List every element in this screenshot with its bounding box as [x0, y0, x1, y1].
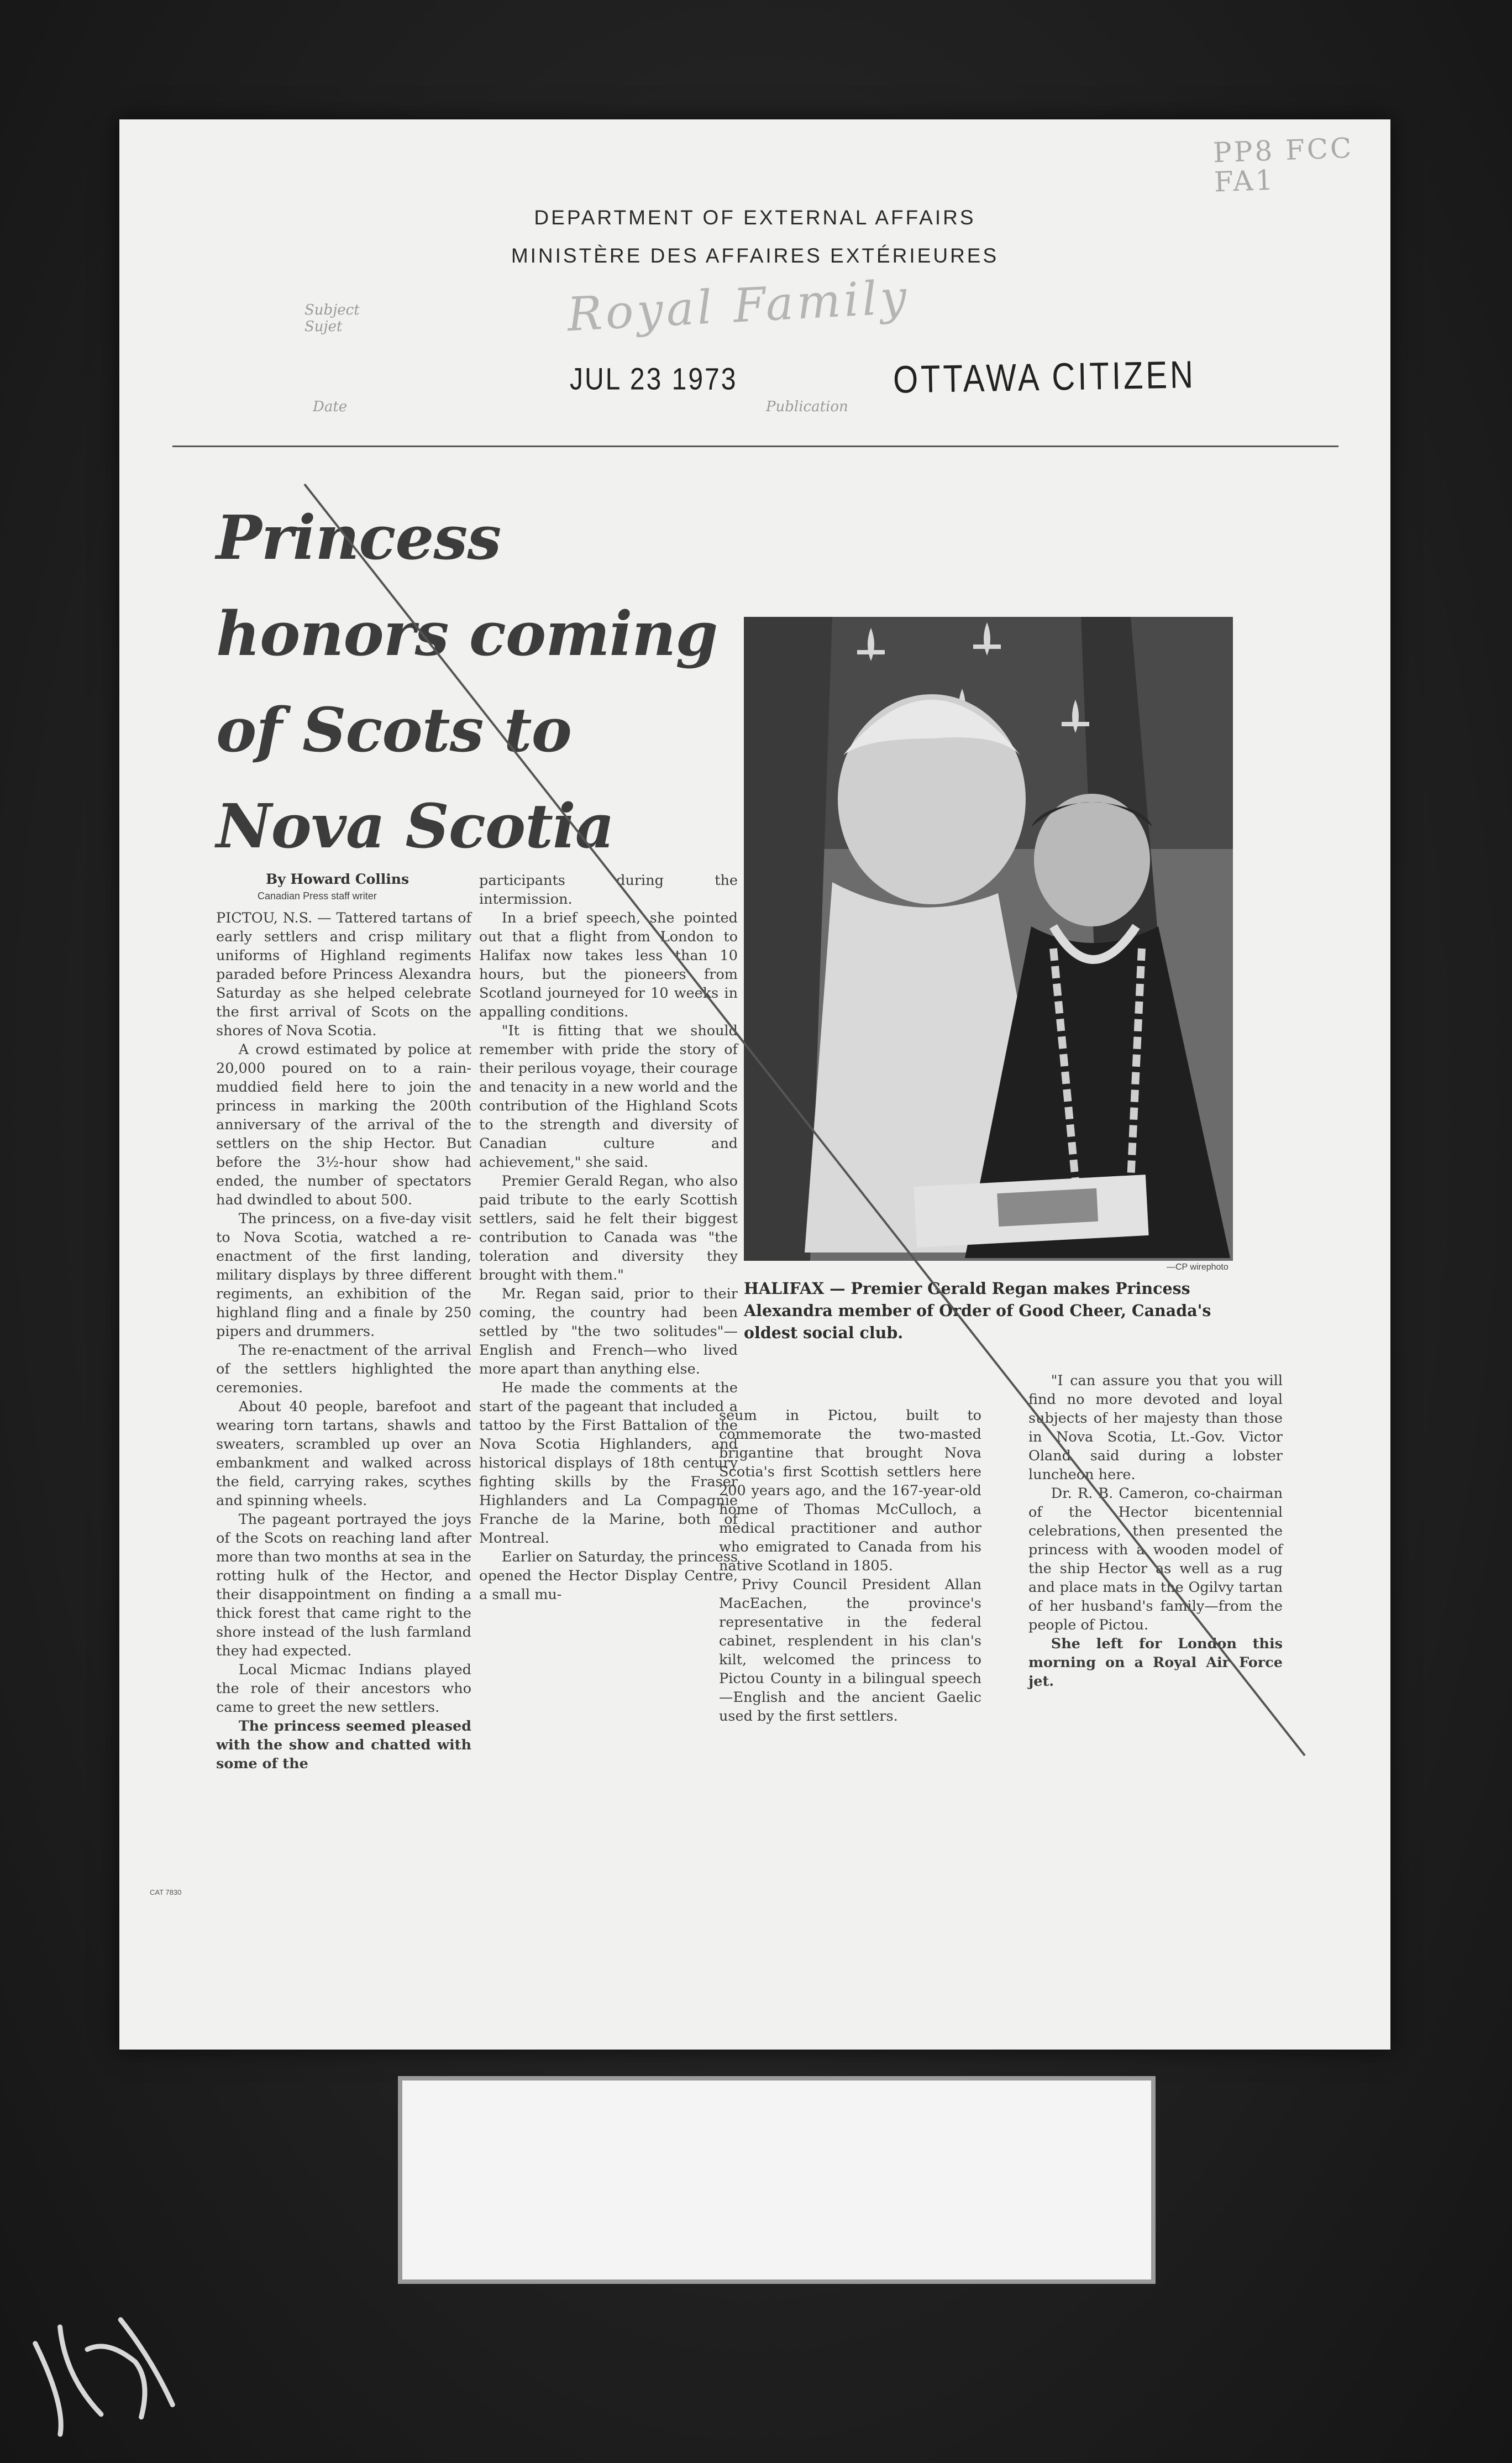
pencil-strike-line — [216, 484, 1360, 2019]
publication-label: Publication — [766, 399, 848, 415]
paragraph: Local Micmac Indians played the role of their ancestors who came to greet the new settlers. — [216, 1662, 471, 1716]
paragraph: In a brief speech, she pointed out that a flight from London to Halifax now takes less than 10 hours, but the pioneers from Scotland journeyed for 10 weeks in appalling conditions. — [479, 910, 738, 1020]
paragraph: participants during the intermission. — [479, 872, 738, 908]
date-label: Date — [313, 399, 348, 415]
paragraph: The princess, on a five-day visit to Nova Scotia, watched a re-enactment of the first landing, military displays by three different regiments, an exhibition of the highland fling and a finale by 250 pipers and drummers. — [216, 1210, 471, 1340]
header-rule — [172, 446, 1338, 447]
file-mark: PP8 FCC FA1 — [1212, 132, 1355, 198]
paragraph: "It is fitting that we should remember with pride the story of their perilous voyage, their courage and tenacity in a new world and the contribution of the Highland Scots to the strength and diversity of Canadian culture and achievement," she said. — [479, 1023, 738, 1171]
paragraph: "I can assure you that you will find no more devoted and loyal subjects of her majesty than those in Nova Scotia, Lt.-Gov. Victor Oland said during a lobster luncheon here. — [1028, 1372, 1283, 1483]
article-byline: By Howard Collins — [266, 871, 410, 887]
subject-label: Subject Sujet — [305, 302, 360, 335]
paragraph: Mr. Regan said, prior to their coming, the country had been settled by "the two solitudes"—English and French—who lived more apart than anything else. — [479, 1286, 738, 1377]
newspaper-clipping — [150, 484, 1360, 2019]
department-name-french: MINISTÈRE DES AFFAIRES EXTÉRIEURES — [511, 244, 999, 267]
department-name-english: DEPARTMENT OF EXTERNAL AFFAIRS — [534, 206, 976, 229]
clipping-sheet — [119, 119, 1390, 2050]
paragraph: A crowd estimated by police at 20,000 poured on to a rain-muddied field here to join the princess in marking the 200th anniversary of the arrival of the settlers on the ship Hector. But before the 3½-hour show had ended, the number of spectators had dwindled to about 500. — [216, 1041, 471, 1208]
paragraph: She left for London this morning on a Royal Air Force jet. — [1028, 1636, 1283, 1690]
paragraph: Privy Council President Allan MacEachen, the province's representative in the federal cabinet, resplendent in his clan's kilt, welcomed the princess to Pictou County in a bilingual speech—English and the ancient Gaelic used by the first settlers. — [719, 1576, 981, 1725]
subject-value: Royal Family — [565, 269, 911, 342]
paragraph: Premier Gerald Regan, who also paid tribute to the early Scottish settlers, said he felt their biggest contribution to Canada was "the toleration and diversity they brought with them." — [479, 1173, 738, 1283]
article-headline: Princess honors coming of Scots to Nova Scotia — [216, 502, 718, 862]
paragraph: About 40 people, barefoot and wearing torn tartans, shawls and sweaters, scrambled up over an embankment and walked across the field, carrying rakes, scythes and spinning wheels. — [216, 1398, 471, 1509]
paragraph: seum in Pictou, built to commemorate the two-masted brigantine that brought Nova Scotia's first Scottish settlers here 200 years ago, and the 167-year-old home of Thomas McCulloch, a medical practitioner and author who emigrated to Canada from his native Scotland in 1805. — [719, 1407, 981, 1574]
publication-stamp: OTTAWA CITIZEN — [893, 353, 1196, 402]
paragraph: The re-enactment of the arrival of the settlers highlighted the ceremonies. — [216, 1342, 471, 1396]
blank-label-box — [398, 2076, 1156, 2284]
article-byline-title: Canadian Press staff writer — [258, 890, 377, 902]
photo-credit: —CP wirephoto — [1167, 1262, 1229, 1272]
photo-caption: HALIFAX — Premier Gerald Regan makes Princess Alexandra member of Order of Good Cheer, Canada's oldest social club. — [744, 1279, 1211, 1342]
date-stamp: JUL 23 1973 — [570, 363, 738, 396]
paragraph: PICTOU, N.S. — Tattered tartans of early settlers and crisp military uniforms of Highland regiments paraded before Princess Alexandra Saturday as she helped celebrate the first arrival of Scots on the shores of Nova Scotia. — [216, 910, 471, 1039]
margin-code: CAT 7830 — [150, 1888, 182, 1896]
paragraph: He made the comments at the start of the pageant that included a tattoo by the First Battalion of the Nova Scotia Highlanders, and historical displays of 18th century fighting skills by the Fraser Highlanders and La Compagnie Franche de la Marine, both of Montreal. — [479, 1380, 738, 1547]
paragraph: Dr. R. B. Cameron, co-chairman of the Hector bicentennial celebrations, then presented the princess with a wooden model of the ship Hector as well as a rug and place mats in the Ogilvy tartan of her husband's family—from the people of Pictou. — [1028, 1485, 1283, 1633]
paragraph: Earlier on Saturday, the princess opened the Hector Display Centre, a small mu- — [479, 1549, 738, 1603]
paragraph: The pageant portrayed the joys of the Scots on reaching land after more than two months at sea in the rotting hulk of the Hector, and their disappointment on finding a thick forest that came right to the shore instead of the lush farmland they had expected. — [216, 1511, 471, 1659]
paragraph: The princess seemed pleased with the show and chatted with some of the — [216, 1718, 471, 1772]
